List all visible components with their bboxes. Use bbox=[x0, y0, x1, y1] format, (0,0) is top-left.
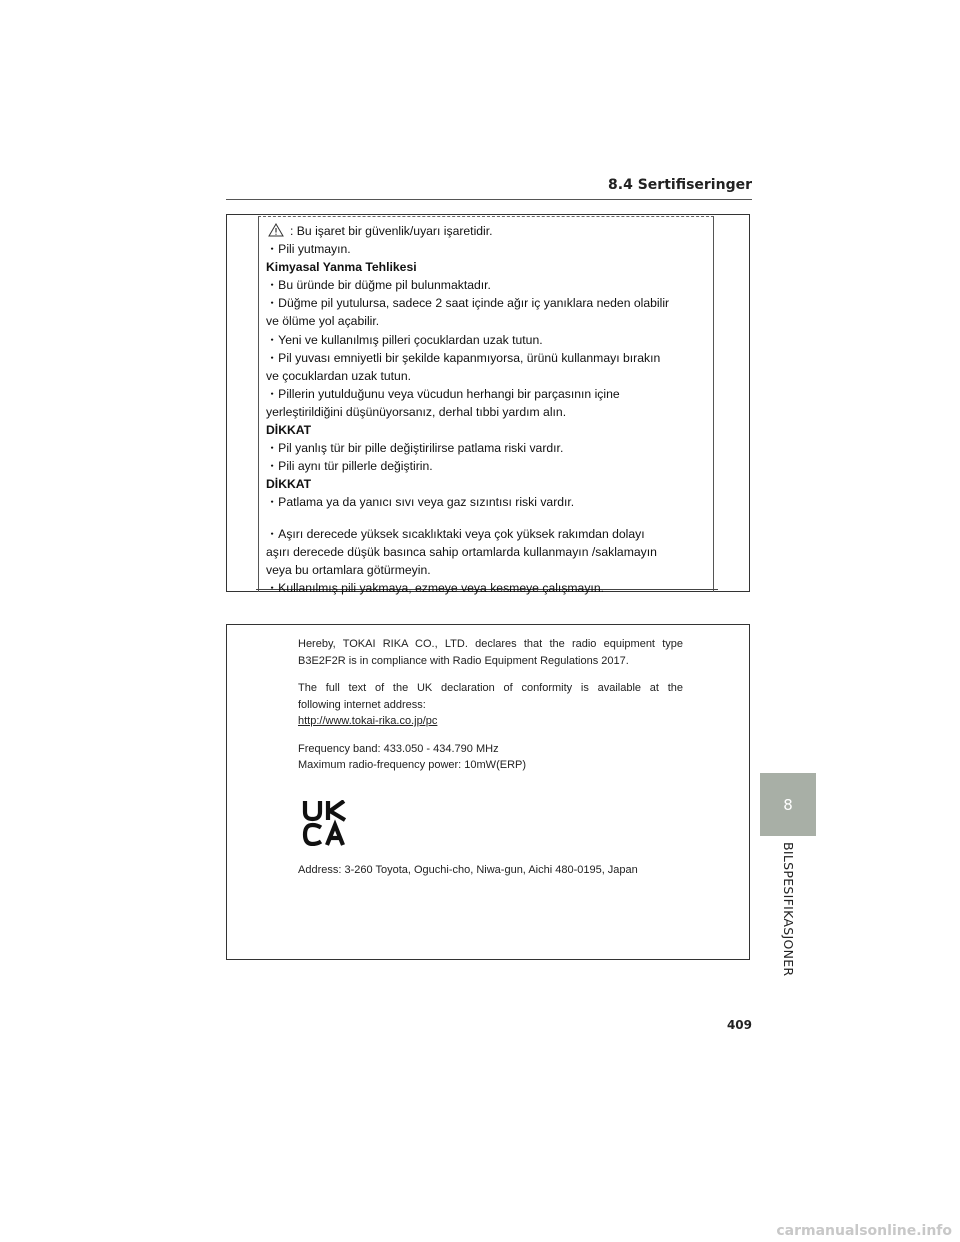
warning-line: ve çocuklardan uzak tutun. bbox=[266, 368, 411, 383]
declaration-line-2: B3E2F2R is in compliance with Radio Equipment Regulations 2017. bbox=[298, 654, 629, 667]
warning-line: veya bu ortamlara götürmeyin. bbox=[266, 562, 431, 577]
warning-line: ・Aşırı derecede yüksek sıcaklıktaki veya çok yüksek rakımdan dolayı bbox=[266, 526, 645, 541]
warning-line: ・Patlama ya da yanıcı sıvı veya gaz sızıntısı riski vardır. bbox=[266, 495, 575, 510]
declaration-line-1: Hereby, TOKAI RIKA CO., LTD. declares that the radio equipment type bbox=[298, 638, 683, 650]
warning-line-text: : Bu işaret bir güvenlik/uyarı işaretidir. bbox=[290, 224, 493, 238]
header-rule bbox=[226, 199, 752, 200]
frequency-band: Frequency band: 433.050 - 434.790 MHz bbox=[298, 742, 499, 755]
conformity-line-1: The full text of the UK declaration of conformity is available at the bbox=[298, 682, 683, 694]
warning-line: ・Kullanılmış pili yakmaya, ezmeye veya kesmeye çalışmayın. bbox=[266, 580, 604, 595]
uk-declaration-text bbox=[298, 636, 683, 785]
page-number: 409 bbox=[726, 1018, 752, 1032]
warning-heading: DİKKAT bbox=[266, 423, 312, 438]
warning-line bbox=[266, 222, 712, 240]
warning-line: ・Pil yuvası emniyetli bir şekilde kapanmıyorsa, ürünü kullanmayı bırakın bbox=[266, 350, 661, 365]
warning-line: ・Yeni ve kullanılmış pilleri çocuklardan uzak tutun. bbox=[266, 332, 543, 347]
conformity-url-link[interactable]: http://www.tokai-rika.co.jp/pc bbox=[298, 715, 438, 727]
chapter-label-text: BILSPESIFIKASJONER bbox=[781, 842, 796, 977]
chapter-label bbox=[780, 842, 800, 982]
max-rf-power: Maximum radio-frequency power: 10mW(ERP) bbox=[298, 759, 527, 771]
watermark-text: carmanualsonline.info bbox=[776, 1223, 952, 1239]
warning-line: aşırı derecede düşük basınca sahip ortamlarda kullanmayın /saklamayın bbox=[266, 544, 657, 559]
manufacturer-address: Address: 3-260 Toyota, Oguchi-cho, Niwa-gun, Aichi 480-0195, Japan bbox=[298, 864, 638, 876]
ukca-mark-icon bbox=[302, 800, 352, 846]
warning-line: yerleştirildiğini düşünüyorsanız, derhal tıbbi yardım alın. bbox=[266, 404, 567, 419]
warning-heading: Kimyasal Yanma Tehlikesi bbox=[266, 260, 417, 275]
warning-line: ・Pili yutmayın. bbox=[266, 242, 351, 257]
warning-spacer bbox=[266, 512, 712, 525]
warning-line: ・Pili aynı tür pillerle değiştirin. bbox=[266, 459, 433, 474]
conformity-line-2: following internet address: bbox=[298, 698, 426, 711]
turkish-warning-text bbox=[266, 222, 712, 597]
warning-line: ・Pil yanlış tür bir pille değiştirilirse patlama riski vardır. bbox=[266, 441, 564, 456]
section-title: 8.4 Sertifiseringer bbox=[608, 177, 752, 193]
warning-triangle-icon bbox=[268, 223, 284, 237]
warning-line: ・Düğme pil yutulursa, sadece 2 saat içinde ağır iç yanıklara neden olabilir bbox=[266, 296, 670, 311]
warning-heading: DİKKAT bbox=[266, 477, 312, 492]
warning-line: ・Bu üründe bir düğme pil bulunmaktadır. bbox=[266, 278, 491, 293]
chapter-number: 8 bbox=[783, 796, 793, 814]
warning-line: ve ölüme yol açabilir. bbox=[266, 314, 380, 329]
warning-line: ・Pillerin yutulduğunu veya vücudun herhangi bir parçasının içine bbox=[266, 386, 620, 401]
